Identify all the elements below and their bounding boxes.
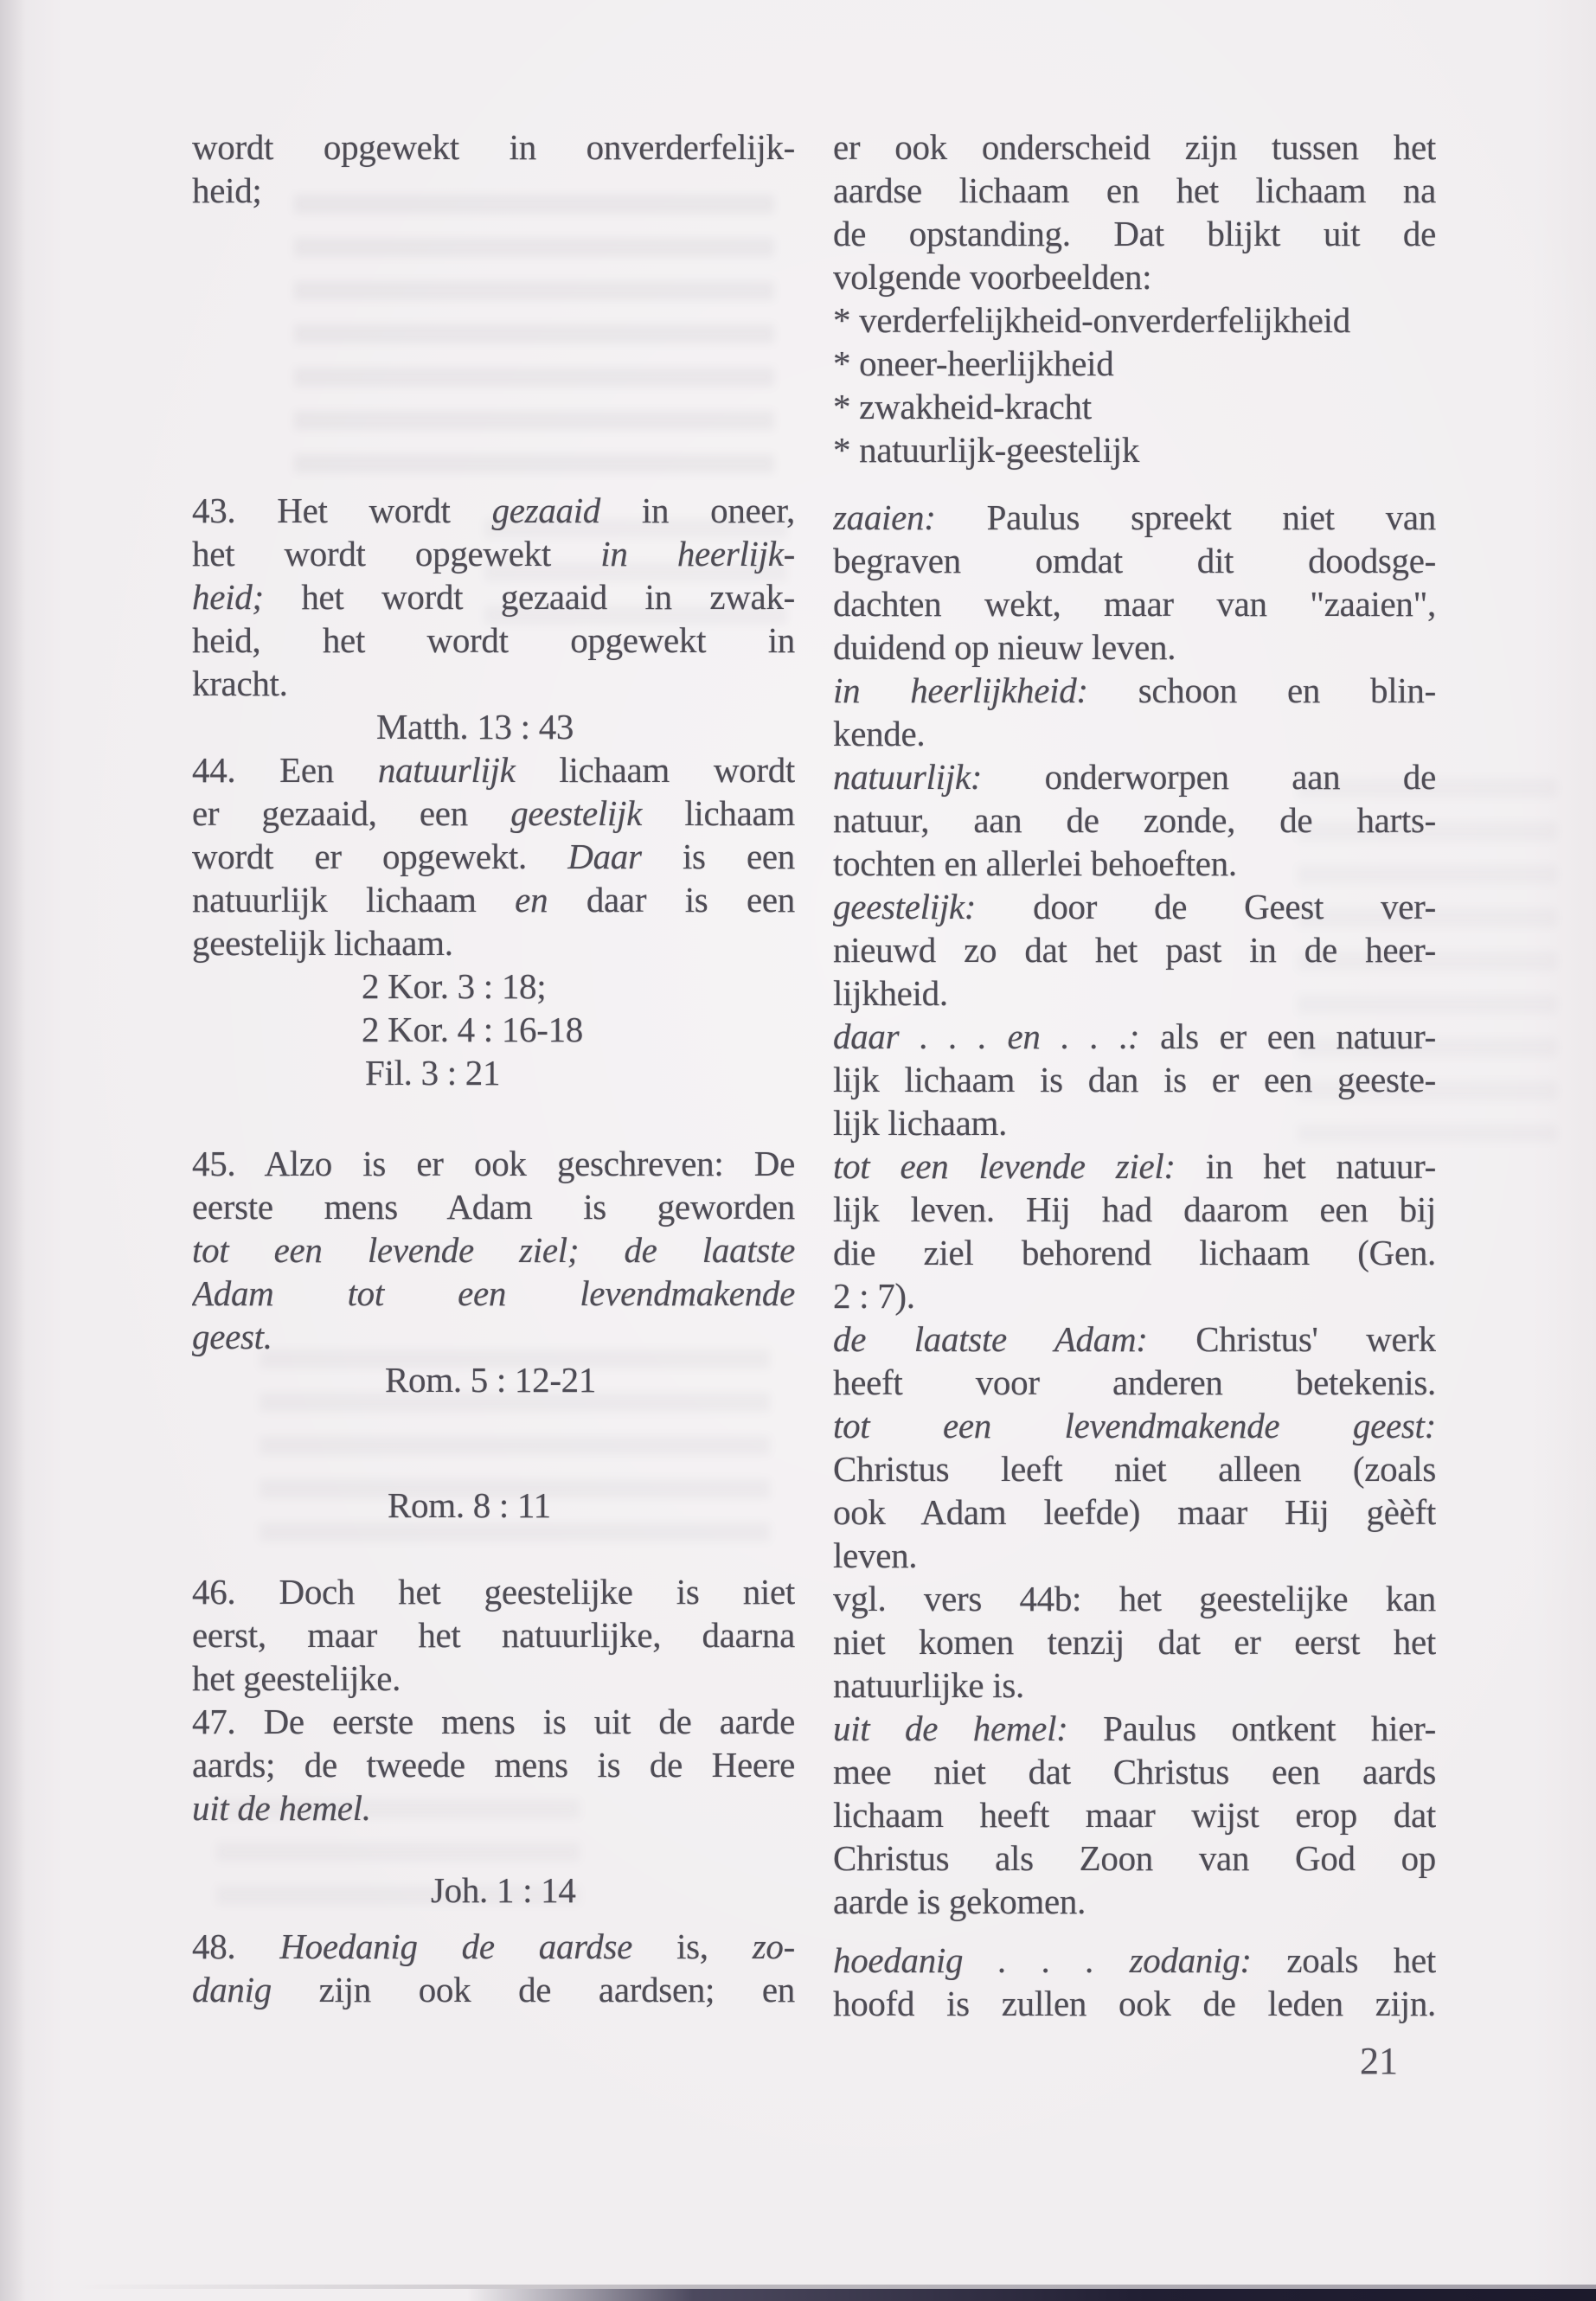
text-line	[833, 125, 1436, 169]
text-run: natuurlijk lichaam	[192, 880, 516, 920]
text-line	[833, 755, 1436, 798]
text-run: Rom. 8 : 11	[388, 1485, 551, 1525]
italic-text-run: geestelijk	[510, 793, 643, 833]
text-run: 45. Alzo is er ook geschreven: De	[192, 1144, 795, 1183]
text-line	[192, 169, 795, 212]
text-run: * zwakheid-kracht	[833, 387, 1092, 426]
text-line	[833, 1144, 1436, 1188]
text-run: * natuurlijk-geestelijk	[833, 430, 1140, 470]
text-line	[833, 1939, 1436, 1982]
text-run: in het natuur-	[1175, 1146, 1436, 1186]
text-run: heid, het wordt opgewekt in	[192, 620, 795, 660]
text-run: niet komen tenzij dat er eerst het	[833, 1622, 1436, 1662]
text-run: 46. Doch het geestelijke is niet	[192, 1572, 795, 1612]
text-run: Joh. 1 : 14	[431, 1870, 576, 1910]
text-line	[192, 748, 795, 792]
page-number: 21	[1360, 2040, 1398, 2082]
text-run: duidend op nieuw leven.	[833, 627, 1176, 667]
text-run: het wordt gezaaid in zwak-	[263, 577, 795, 617]
text-run: het geestelijke.	[192, 1658, 401, 1698]
text-run: 48.	[192, 1926, 280, 1966]
text-line	[833, 1274, 1436, 1317]
text-line	[833, 971, 1436, 1015]
text-run: lichaam	[642, 793, 795, 833]
text-run: Christus leeft niet alleen (zoals	[833, 1449, 1436, 1489]
italic-text-run: natuurlijk	[377, 750, 516, 790]
text-line	[833, 1880, 1436, 1923]
text-line	[192, 125, 795, 169]
text-line	[192, 1570, 795, 1613]
right-column	[833, 125, 1436, 2025]
italic-text-run: hoedanig . . . zodanig:	[833, 1940, 1252, 1980]
text-run: onderworpen aan de	[982, 757, 1436, 797]
text-run: 44. Een	[192, 750, 378, 790]
italic-text-run: tot een levende ziel:	[833, 1146, 1176, 1186]
italic-text-run: uit de hemel:	[833, 1708, 1068, 1748]
italic-text-run: natuurlijk:	[833, 757, 983, 797]
text-run: Paulus spreekt niet van	[935, 497, 1436, 537]
text-run: daar is een	[548, 880, 795, 920]
text-line	[833, 255, 1436, 298]
text-run: lijk lichaam is dan is er een geeste-	[833, 1060, 1436, 1099]
text-line	[192, 662, 795, 705]
text-run: is,	[632, 1926, 753, 1966]
text-run: wordt opgewekt in onverderfelijk-	[192, 127, 795, 167]
text-line	[192, 1358, 795, 1401]
text-run: Christus als Zoon van God op	[833, 1838, 1436, 1878]
text-line	[192, 619, 795, 662]
text-line	[192, 1484, 795, 1527]
text-line	[833, 385, 1436, 428]
text-run: die ziel behorend lichaam (Gen.	[833, 1233, 1436, 1272]
text-run: aardse lichaam en het lichaam na	[833, 170, 1436, 210]
italic-text-run: daar . . . en . . .:	[833, 1016, 1140, 1056]
left-column	[192, 125, 795, 2011]
text-run: hoofd is zullen ook de leden zijn.	[833, 1984, 1436, 2023]
text-line	[192, 489, 795, 532]
text-line	[833, 1317, 1436, 1361]
text-run: zoals het	[1251, 1940, 1436, 1980]
italic-text-run: heid;	[192, 577, 264, 617]
text-run: lijk lichaam.	[833, 1103, 1008, 1143]
italic-text-run: geest.	[192, 1317, 272, 1356]
italic-text-run: tot een levendmakende geest:	[833, 1406, 1436, 1445]
text-run: zijn ook de aardsen; en	[271, 1970, 795, 2009]
text-run: vgl. vers 44b: het geestelijke kan	[833, 1579, 1436, 1618]
italic-text-run: Adam tot een levendmakende	[192, 1273, 795, 1313]
italic-text-run: in heerlijkheid:	[833, 670, 1088, 710]
text-run: in oneer,	[600, 490, 795, 530]
text-run: als er een natuur-	[1139, 1016, 1436, 1056]
text-line	[192, 1051, 795, 1094]
text-line	[192, 1786, 795, 1830]
text-run: natuur, aan de zonde, de harts-	[833, 800, 1436, 840]
text-line	[833, 1490, 1436, 1534]
text-run: 43. Het wordt	[192, 490, 492, 530]
text-run: Rom. 5 : 12-21	[385, 1360, 597, 1400]
text-run: begraven omdat dit doodsge-	[833, 541, 1436, 580]
text-line	[833, 1101, 1436, 1144]
text-line	[192, 705, 795, 748]
text-line	[833, 798, 1436, 842]
text-run: 2 : 7).	[833, 1276, 915, 1316]
italic-text-run: danig	[192, 1970, 272, 2009]
italic-text-run: de laatste Adam:	[833, 1319, 1148, 1359]
text-run: kende.	[833, 714, 926, 753]
text-line	[192, 1868, 795, 1912]
text-line	[192, 1272, 795, 1315]
text-line	[192, 1008, 795, 1051]
text-line	[192, 792, 795, 835]
italic-text-run: geestelijk:	[833, 887, 977, 926]
text-line	[833, 539, 1436, 582]
text-run: natuurlijke is.	[833, 1665, 1024, 1705]
text-run: 2 Kor. 4 : 16-18	[362, 1009, 583, 1049]
text-run: leven.	[833, 1535, 918, 1575]
text-line	[192, 1315, 795, 1358]
scan-edge-left	[0, 0, 26, 2301]
text-run: * verderfelijkheid-onverderfelijkheid	[833, 300, 1350, 340]
text-line	[833, 1404, 1436, 1447]
text-line	[833, 1534, 1436, 1577]
text-run: Fil. 3 : 21	[365, 1053, 501, 1093]
italic-text-run: en	[515, 880, 548, 920]
spacer	[192, 1094, 795, 1142]
text-line	[833, 1793, 1436, 1836]
text-run: mee niet dat Christus een aards	[833, 1752, 1436, 1791]
text-line	[192, 575, 795, 619]
italic-text-run: zaaien:	[833, 497, 936, 537]
italic-text-run: in heerlijk-	[600, 534, 795, 574]
text-line	[192, 835, 795, 878]
text-line	[833, 712, 1436, 755]
text-run: lichaam wordt	[515, 750, 795, 790]
text-run: heid;	[192, 170, 262, 210]
text-run: eerste mens Adam is geworden	[192, 1187, 795, 1227]
text-line	[192, 1743, 795, 1786]
text-run: tochten en allerlei behoeften.	[833, 843, 1237, 883]
italic-text-run: gezaaid	[491, 490, 601, 530]
italic-text-run: zo-	[752, 1926, 795, 1966]
text-line	[833, 1058, 1436, 1101]
text-run: dachten wekt, maar van "zaaien",	[833, 584, 1436, 624]
text-line	[192, 1613, 795, 1657]
text-line	[833, 928, 1436, 971]
spacer	[192, 1912, 795, 1925]
scan-edge-bottom-shadow	[467, 2289, 1596, 2301]
italic-text-run: tot een levende ziel; de laatste	[192, 1230, 795, 1270]
text-line	[192, 1657, 795, 1700]
text-line	[833, 428, 1436, 471]
text-run: lichaam heeft maar wijst erop dat	[833, 1795, 1436, 1835]
text-run: * oneer-heerlijkheid	[833, 343, 1114, 383]
text-line	[833, 1188, 1436, 1231]
text-line	[192, 1185, 795, 1228]
text-line	[192, 532, 795, 575]
text-run: lijkheid.	[833, 973, 948, 1013]
text-line	[833, 842, 1436, 885]
text-run: schoon en blin-	[1087, 670, 1436, 710]
text-run: lijk leven. Hij had daarom een bij	[833, 1189, 1436, 1229]
italic-text-run: Daar	[567, 836, 642, 876]
text-line	[192, 921, 795, 965]
text-line	[833, 625, 1436, 669]
text-line	[833, 1447, 1436, 1490]
text-line	[833, 1620, 1436, 1663]
text-line	[833, 582, 1436, 625]
text-line	[833, 1982, 1436, 2025]
text-run: nieuwd zo dat het past in de heer-	[833, 930, 1436, 970]
text-line	[833, 169, 1436, 212]
text-line	[833, 1707, 1436, 1750]
text-run: ook Adam leefde) maar Hij gèèft	[833, 1492, 1436, 1532]
text-line	[833, 212, 1436, 255]
text-line	[192, 1925, 795, 1968]
text-run: wordt er opgewekt.	[192, 836, 568, 876]
text-run: heeft voor anderen betekenis.	[833, 1362, 1436, 1402]
spacer	[833, 471, 1436, 496]
text-run: eerst, maar het natuurlijke, daarna	[192, 1615, 795, 1655]
text-run: kracht.	[192, 663, 288, 703]
text-line	[192, 1228, 795, 1272]
text-run: is een	[641, 836, 795, 876]
text-line	[192, 878, 795, 921]
text-line	[833, 885, 1436, 928]
text-line	[833, 1015, 1436, 1058]
text-line	[192, 1142, 795, 1185]
text-run: Matth. 13 : 43	[376, 707, 574, 747]
text-line	[833, 298, 1436, 342]
text-line	[192, 1968, 795, 2011]
text-line	[192, 965, 795, 1008]
text-line	[833, 1361, 1436, 1404]
text-line	[833, 1836, 1436, 1880]
italic-text-run: Hoedanig de aardse	[279, 1926, 633, 1966]
text-line	[192, 1700, 795, 1743]
text-run: er gezaaid, een	[192, 793, 511, 833]
spacer	[192, 1527, 795, 1570]
text-run: aards; de tweede mens is de Heere	[192, 1745, 795, 1785]
text-line	[833, 342, 1436, 385]
text-run: geestelijk lichaam.	[192, 923, 453, 963]
text-line	[833, 1231, 1436, 1274]
text-run: 47. De eerste mens is uit de aarde	[192, 1702, 795, 1741]
text-run: aarde is gekomen.	[833, 1881, 1086, 1921]
spacer	[192, 1830, 795, 1868]
text-run: de opstanding. Dat blijkt uit de	[833, 214, 1436, 253]
text-line	[833, 496, 1436, 539]
spacer	[833, 1923, 1436, 1939]
text-run: volgende voorbeelden:	[833, 257, 1152, 297]
text-line	[833, 1750, 1436, 1793]
text-run: het wordt opgewekt	[192, 534, 601, 574]
spacer	[192, 212, 795, 489]
text-run: er ook onderscheid zijn tussen het	[833, 127, 1436, 167]
text-run: Paulus ontkent hier-	[1067, 1708, 1436, 1748]
text-line	[833, 669, 1436, 712]
text-run: 2 Kor. 3 : 18;	[362, 966, 547, 1006]
text-run: door de Geest ver-	[976, 887, 1436, 926]
text-run: Christus' werk	[1147, 1319, 1436, 1359]
spacer	[192, 1401, 795, 1484]
text-line	[833, 1663, 1436, 1707]
text-line	[833, 1577, 1436, 1620]
italic-text-run: uit de hemel.	[192, 1788, 371, 1828]
